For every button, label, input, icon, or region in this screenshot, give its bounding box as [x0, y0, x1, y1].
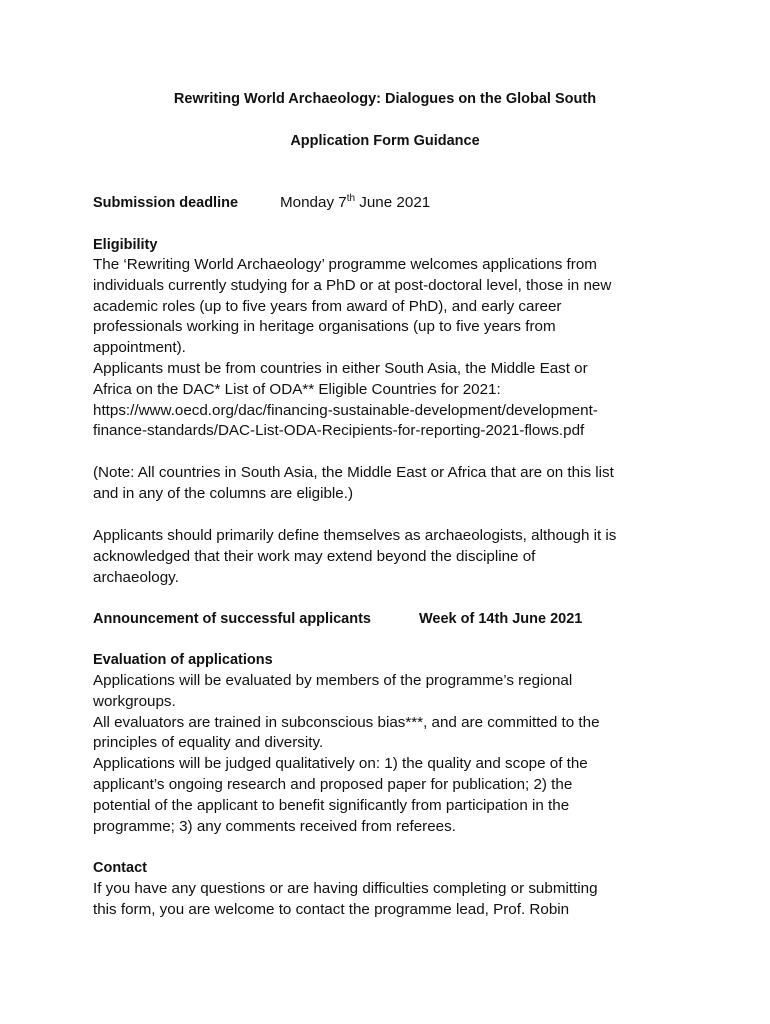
evaluation-heading: Evaluation of applications [93, 652, 273, 668]
paragraph-line: appointment). [93, 339, 186, 357]
paragraph-line: Applications will be judged qualitatively on: 1) the quality and scope of the [93, 755, 588, 773]
paragraph-line: principles of equality and diversity. [93, 734, 324, 752]
paragraph-line: this form, you are welcome to contact the programme lead, Prof. Robin [93, 900, 570, 918]
paragraph-line: applicant’s ongoing research and proposed paper for publication; 2) the [93, 775, 573, 793]
announcement-value: Week of 14th June 2021 [419, 611, 583, 627]
paragraph-line: The ‘Rewriting World Archaeology’ programme welcomes applications from [93, 256, 597, 273]
contact-paragraph [93, 879, 683, 921]
contact-heading: Contact [93, 860, 147, 876]
paragraph-line: (Note: All countries in South Asia, the Middle East or Africa that are on this list [93, 464, 614, 481]
paragraph-line: Applicants must be from countries in either South Asia, the Middle East or [93, 359, 588, 377]
deadline-label: Submission deadline [93, 195, 239, 211]
paragraph-line: All evaluators are trained in subconscious bias***, and are committed to the [93, 713, 600, 731]
paragraph-line: Applications will be evaluated by members of the programme’s regional [93, 672, 573, 689]
document-subtitle: Application Form Guidance [290, 133, 480, 149]
paragraph-line: and in any of the columns are eligible.) [93, 484, 354, 502]
paragraph-line: workgroups. [93, 692, 176, 710]
paragraph-line: Applicants should primarily define themselves as archaeologists, although it is [93, 527, 617, 544]
paragraph-line: acknowledged that their work may extend beyond the discipline of [93, 547, 536, 565]
eligibility-heading: Eligibility [93, 237, 158, 253]
evaluation-paragraph [93, 671, 683, 837]
paragraph-line: potential of the applicant to benefit significantly from participation in the [93, 796, 570, 814]
paragraph-line: archaeology. [93, 568, 179, 586]
deadline-value-sup: th [346, 193, 356, 204]
deadline-value-suffix: June 2021 [355, 194, 431, 211]
paragraph-line: individuals currently studying for a PhD or at post-doctoral level, those in new [93, 276, 612, 294]
paragraph-line: programme; 3) any comments received from referees. [93, 817, 456, 835]
paragraph-line: If you have any questions or are having difficulties completing or submitting [93, 880, 598, 897]
eligibility-paragraph-3 [93, 526, 683, 588]
paragraph-line: professionals working in heritage organisations (up to five years from [93, 318, 556, 336]
document-title: Rewriting World Archaeology: Dialogues on the Global South [173, 91, 597, 107]
oda-list-link[interactable]: finance-standards/DAC-List-ODA-Recipients-for-reporting-2021-flows.pdf [93, 422, 585, 440]
deadline-value [280, 193, 430, 213]
paragraph-line: academic roles (up to five years from award of PhD), and early career [93, 297, 562, 315]
oda-list-link[interactable]: https://www.oecd.org/dac/financing-sustainable-development/development- [93, 401, 598, 419]
paragraph-line: Africa on the DAC* List of ODA** Eligible Countries for 2021: [93, 380, 501, 398]
eligibility-paragraph-2 [93, 463, 683, 505]
eligibility-paragraph-1 [93, 255, 683, 442]
deadline-value-prefix: Monday 7 [280, 194, 347, 211]
announcement-label: Announcement of successful applicants [93, 611, 371, 627]
